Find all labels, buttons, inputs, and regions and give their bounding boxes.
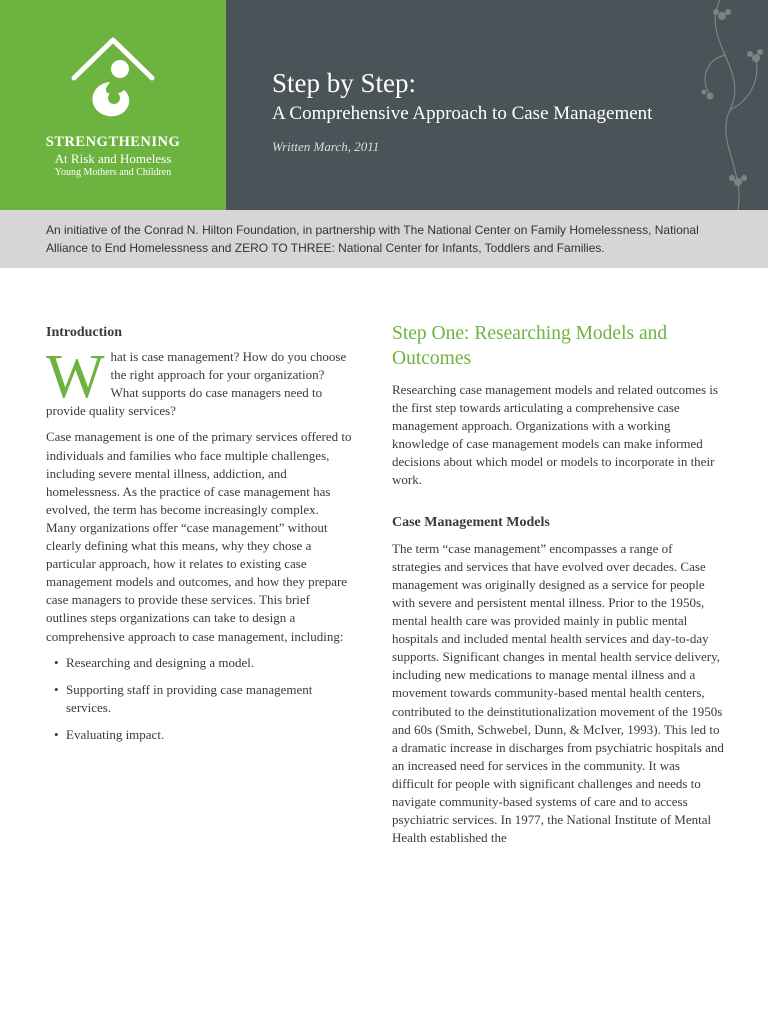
initiative-banner: [0, 210, 768, 268]
intro-paragraph-1-text: hat is case management? How do you choose the right approach for your organization? What supports do case managers need to provide quality services?: [46, 349, 347, 419]
introduction-column: [46, 324, 352, 753]
written-date: Written March, 2011: [272, 139, 380, 154]
case-management-models-heading: Case Management Models: [392, 514, 550, 530]
initiative-text: An initiative of the Conrad N. Hilton Foundation, in partnership with The National Center on Family Homelessness, National Alliance to End Homelessness and ZERO TO THREE: National Center for Infants, Toddlers and Families.: [46, 223, 699, 255]
case-management-models-paragraph: The term “case management” encompasses a range of strategies and services that have evolved over decades. Case management was originally designed as a service for people with severe and persistent mental illness. Prior to the 1950s, mental health care was provided mainly in public mental hospitals and included mental health services and day-to-day supports. Significant changes in mental health service delivery, including new medications to manage mental illness and a movement towards community-based mental health centers, contributed to the deinstitutionalization movement of the 1950s and 60s (Smith, Schwebel, Dunn, & McIver, 1993). This led to a dramatic increase in discharges from psychiatric hospitals and an increased need for services in the community. It was difficult for people with significant challenges and needs to navigate community-based systems of care and to access psychiatric services. In 1977, the National Institute of Mental Health established the: [392, 540, 724, 846]
page-header: [0, 0, 768, 210]
intro-paragraph-2: Case management is one of the primary services offered to individuals and families who face multiple challenges, including severe mental illness, addiction, and homelessness. As the practice of case management has evolved, the term has become increasingly complex. Many organizations offer “case management” without clearly defining what this means, why they chose a particular approach, how it relates to existing case management models and outcomes, and how they prepare case managers to provide these services. This brief outlines steps organizations can take to design a comprehensive approach to case management, including:: [46, 429, 352, 644]
step-one-column: [392, 321, 724, 855]
step-one-paragraph: Researching case management models and related outcomes is the first step towards articulating a comprehensive case management approach. Organizations with a working knowledge of case management models can make informed decisions about which model or models to incorporate in their work.: [392, 382, 718, 488]
intro-bullet-list: [46, 654, 352, 744]
logo-panel: [0, 0, 226, 210]
list-item: • Supporting staff in providing case management services.: [66, 681, 352, 717]
list-item: • Evaluating impact.: [66, 726, 352, 744]
step-one-heading: Step One: Researching Models and Outcomes: [392, 323, 668, 369]
introduction-heading: Introduction: [46, 325, 122, 340]
logo-tagline: Young Mothers and Children: [54, 167, 172, 178]
logo-subtitle: At Risk and Homeless: [54, 151, 172, 166]
document-subtitle: A Comprehensive Approach to Case Management: [272, 103, 653, 124]
document-title: Step by Step:: [272, 68, 417, 98]
floral-vine-decoration: [660, 0, 768, 210]
intro-paragraph-1: [46, 343, 352, 420]
house-mother-child-logo: [70, 36, 156, 128]
list-item: • Researching and designing a model.: [66, 654, 352, 672]
drop-cap: W: [46, 343, 105, 412]
logo-title: STRENGTHENING: [45, 134, 181, 150]
